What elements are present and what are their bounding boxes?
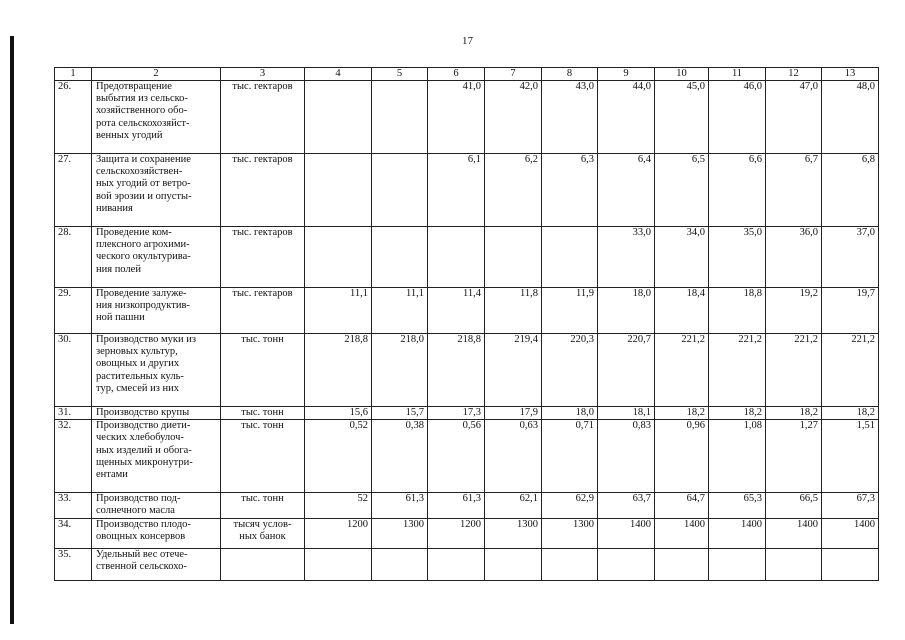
indicator-table <box>54 67 879 581</box>
unit-line: тыс. тонн <box>241 407 284 418</box>
value-cell <box>305 81 372 154</box>
unit-line: ных банок <box>239 530 286 542</box>
value-cell: 45,0 <box>655 81 709 154</box>
value-cell: 1,27 <box>766 420 822 493</box>
value-cell: 15,7 <box>372 407 428 420</box>
indicator-name <box>92 420 221 493</box>
unit-line: тыс. тонн <box>241 420 284 432</box>
value-cell: 47,0 <box>766 81 822 154</box>
table-row <box>55 493 879 518</box>
value-cell: 11,4 <box>428 288 485 334</box>
indicator-name-line: ной пашни <box>96 312 145 324</box>
indicator-name-line: ния низкопродуктив- <box>96 300 190 312</box>
value-cell <box>428 548 485 580</box>
row-number: 31. <box>55 407 92 420</box>
unit <box>221 407 305 420</box>
value-cell: 63,7 <box>598 493 655 518</box>
value-cell: 0,38 <box>372 420 428 493</box>
value-cell: 18,1 <box>598 407 655 420</box>
table-row <box>55 154 879 227</box>
indicator-name-line: Производство плодо- <box>96 518 191 530</box>
value-cell: 0,83 <box>598 420 655 493</box>
col-header: 7 <box>485 68 542 81</box>
indicator-name-line: тур, смесей из них <box>96 382 180 394</box>
indicator-name-line: растительных куль- <box>96 370 184 382</box>
value-cell: 218,8 <box>305 334 372 407</box>
value-cell: 34,0 <box>655 227 709 288</box>
indicator-name-line: Производство диети- <box>96 420 191 432</box>
value-cell: 1,51 <box>822 420 879 493</box>
indicator-name-line: хозяйственного обо- <box>96 105 188 117</box>
value-cell: 1200 <box>305 518 372 548</box>
col-header: 13 <box>822 68 879 81</box>
indicator-name-line: солнечного масла <box>96 505 175 517</box>
value-cell: 221,2 <box>655 334 709 407</box>
col-header: 3 <box>221 68 305 81</box>
value-cell <box>822 548 879 580</box>
indicator-name-line: Проведение ком- <box>96 227 172 238</box>
table-row <box>55 407 879 420</box>
table-row <box>55 548 879 580</box>
row-number: 27. <box>55 154 92 227</box>
indicator-name-line: овощных и других <box>96 358 180 370</box>
value-cell: 11,9 <box>542 288 598 334</box>
indicator-name <box>92 493 221 518</box>
value-cell: 67,3 <box>822 493 879 518</box>
value-cell <box>485 548 542 580</box>
col-header: 5 <box>372 68 428 81</box>
indicator-name-line: выбытия из сельско- <box>96 93 188 105</box>
value-cell: 1400 <box>822 518 879 548</box>
value-cell: 43,0 <box>542 81 598 154</box>
value-cell: 6,3 <box>542 154 598 227</box>
unit <box>221 227 305 288</box>
value-cell: 1300 <box>372 518 428 548</box>
value-cell: 6,8 <box>822 154 879 227</box>
value-cell: 17,9 <box>485 407 542 420</box>
indicator-name <box>92 518 221 548</box>
indicator-name-line: сельскохозяйствен- <box>96 166 183 178</box>
col-header: 4 <box>305 68 372 81</box>
value-cell: 52 <box>305 493 372 518</box>
value-cell <box>372 154 428 227</box>
indicator-name-line: ческого окультурива- <box>96 251 191 263</box>
value-cell: 6,5 <box>655 154 709 227</box>
value-cell: 219,4 <box>485 334 542 407</box>
value-cell: 18,2 <box>655 407 709 420</box>
value-cell: 0,71 <box>542 420 598 493</box>
value-cell <box>766 548 822 580</box>
value-cell <box>542 227 598 288</box>
unit-line: тыс. тонн <box>241 334 284 345</box>
unit-line: тыс. гектаров <box>232 81 293 92</box>
table-row <box>55 227 879 288</box>
value-cell <box>305 548 372 580</box>
value-cell: 1400 <box>709 518 766 548</box>
value-cell: 18,8 <box>709 288 766 334</box>
value-cell: 44,0 <box>598 81 655 154</box>
value-cell: 62,9 <box>542 493 598 518</box>
value-cell <box>485 227 542 288</box>
value-cell: 6,6 <box>709 154 766 227</box>
indicator-name <box>92 154 221 227</box>
value-cell: 18,4 <box>655 288 709 334</box>
value-cell: 1,08 <box>709 420 766 493</box>
value-cell: 0,56 <box>428 420 485 493</box>
value-cell: 6,4 <box>598 154 655 227</box>
indicator-name <box>92 548 221 580</box>
col-header: 2 <box>92 68 221 81</box>
row-number: 33. <box>55 493 92 518</box>
value-cell: 18,2 <box>709 407 766 420</box>
unit <box>221 548 305 580</box>
value-cell: 18,0 <box>542 407 598 420</box>
value-cell: 17,3 <box>428 407 485 420</box>
row-number: 35. <box>55 548 92 580</box>
indicator-name-line: ственной сельскохо- <box>96 560 187 572</box>
indicator-name <box>92 81 221 154</box>
indicator-name <box>92 407 221 420</box>
col-header: 10 <box>655 68 709 81</box>
value-cell: 36,0 <box>766 227 822 288</box>
indicator-name-line: венных угодий <box>96 129 163 141</box>
unit-line: тыс. гектаров <box>232 154 293 165</box>
indicator-name-line: Производство под- <box>96 493 181 505</box>
unit-line: тыс. тонн <box>241 493 284 505</box>
value-cell: 221,2 <box>822 334 879 407</box>
value-cell: 11,8 <box>485 288 542 334</box>
value-cell: 1400 <box>766 518 822 548</box>
page-number: 17 <box>462 35 473 47</box>
row-number: 30. <box>55 334 92 407</box>
col-header: 12 <box>766 68 822 81</box>
row-number: 28. <box>55 227 92 288</box>
unit <box>221 334 305 407</box>
table-row <box>55 288 879 334</box>
value-cell: 1300 <box>485 518 542 548</box>
indicator-name <box>92 334 221 407</box>
unit-line: тысяч услов- <box>233 518 292 530</box>
value-cell: 11,1 <box>305 288 372 334</box>
value-cell: 66,5 <box>766 493 822 518</box>
indicator-name-line: ных изделий и обога- <box>96 444 192 456</box>
unit-line: тыс. гектаров <box>232 227 293 238</box>
indicator-name-line: вой эрозии и опусты- <box>96 190 192 202</box>
value-cell: 218,8 <box>428 334 485 407</box>
value-cell: 61,3 <box>372 493 428 518</box>
value-cell: 15,6 <box>305 407 372 420</box>
indicator-name-line: Производство муки из <box>96 334 197 345</box>
indicator-name-line: ния полей <box>96 263 141 275</box>
indicator-name <box>92 288 221 334</box>
value-cell: 6,1 <box>428 154 485 227</box>
table-body <box>55 68 879 581</box>
value-cell <box>372 548 428 580</box>
indicator-name-line: нивания <box>96 202 133 214</box>
indicator-name-line: зерновых культур, <box>96 346 178 358</box>
indicator-name-line: рота сельскохозяйст- <box>96 117 190 129</box>
unit <box>221 154 305 227</box>
unit <box>221 81 305 154</box>
unit <box>221 493 305 518</box>
col-header: 1 <box>55 68 92 81</box>
indicator-name-line: щенных микронутри- <box>96 456 193 468</box>
value-cell: 18,2 <box>822 407 879 420</box>
value-cell <box>542 548 598 580</box>
value-cell: 65,3 <box>709 493 766 518</box>
row-number: 29. <box>55 288 92 334</box>
value-cell: 46,0 <box>709 81 766 154</box>
indicator-name <box>92 227 221 288</box>
value-cell: 62,1 <box>485 493 542 518</box>
indicator-name-line: Удельный вес отече- <box>96 548 188 560</box>
value-cell: 19,7 <box>822 288 879 334</box>
col-header: 6 <box>428 68 485 81</box>
table-row <box>55 420 879 493</box>
indicator-name-line: Защита и сохранение <box>96 154 191 165</box>
value-cell <box>655 548 709 580</box>
value-cell: 1400 <box>598 518 655 548</box>
value-cell <box>598 548 655 580</box>
value-cell: 33,0 <box>598 227 655 288</box>
value-cell: 6,2 <box>485 154 542 227</box>
indicator-name-line: ных угодий от ветро- <box>96 178 191 190</box>
value-cell: 11,1 <box>372 288 428 334</box>
row-number: 32. <box>55 420 92 493</box>
value-cell: 218,0 <box>372 334 428 407</box>
value-cell <box>372 81 428 154</box>
left-margin-bar <box>10 36 14 624</box>
value-cell: 18,2 <box>766 407 822 420</box>
value-cell: 48,0 <box>822 81 879 154</box>
row-number: 26. <box>55 81 92 154</box>
value-cell: 35,0 <box>709 227 766 288</box>
value-cell: 1400 <box>655 518 709 548</box>
value-cell: 18,0 <box>598 288 655 334</box>
value-cell: 1300 <box>542 518 598 548</box>
col-header: 8 <box>542 68 598 81</box>
header-row <box>55 68 879 81</box>
indicator-name-line: Проведение залуже- <box>96 288 187 299</box>
value-cell <box>709 548 766 580</box>
value-cell: 6,7 <box>766 154 822 227</box>
value-cell: 37,0 <box>822 227 879 288</box>
value-cell: 221,2 <box>709 334 766 407</box>
col-header: 11 <box>709 68 766 81</box>
value-cell <box>305 154 372 227</box>
value-cell: 0,63 <box>485 420 542 493</box>
table-row <box>55 334 879 407</box>
value-cell: 221,2 <box>766 334 822 407</box>
col-header: 9 <box>598 68 655 81</box>
value-cell: 0,52 <box>305 420 372 493</box>
unit <box>221 420 305 493</box>
value-cell: 0,96 <box>655 420 709 493</box>
indicator-name-line: овощных консервов <box>96 530 186 542</box>
unit-line: тыс. гектаров <box>232 288 293 299</box>
value-cell: 1200 <box>428 518 485 548</box>
indicator-name-line: Предотвращение <box>96 81 172 92</box>
table-row <box>55 518 879 548</box>
value-cell <box>305 227 372 288</box>
indicator-name-line: ческих хлебобулоч- <box>96 432 184 444</box>
unit <box>221 518 305 548</box>
row-number: 34. <box>55 518 92 548</box>
value-cell: 220,7 <box>598 334 655 407</box>
value-cell: 42,0 <box>485 81 542 154</box>
value-cell: 220,3 <box>542 334 598 407</box>
value-cell <box>428 227 485 288</box>
unit <box>221 288 305 334</box>
value-cell: 64,7 <box>655 493 709 518</box>
value-cell: 41,0 <box>428 81 485 154</box>
indicator-name-line: плексного агрохими- <box>96 239 190 251</box>
value-cell: 61,3 <box>428 493 485 518</box>
value-cell <box>372 227 428 288</box>
table-row <box>55 81 879 154</box>
indicator-name-line: Производство крупы <box>96 407 190 418</box>
indicator-name-line: ентами <box>96 469 128 481</box>
value-cell: 19,2 <box>766 288 822 334</box>
